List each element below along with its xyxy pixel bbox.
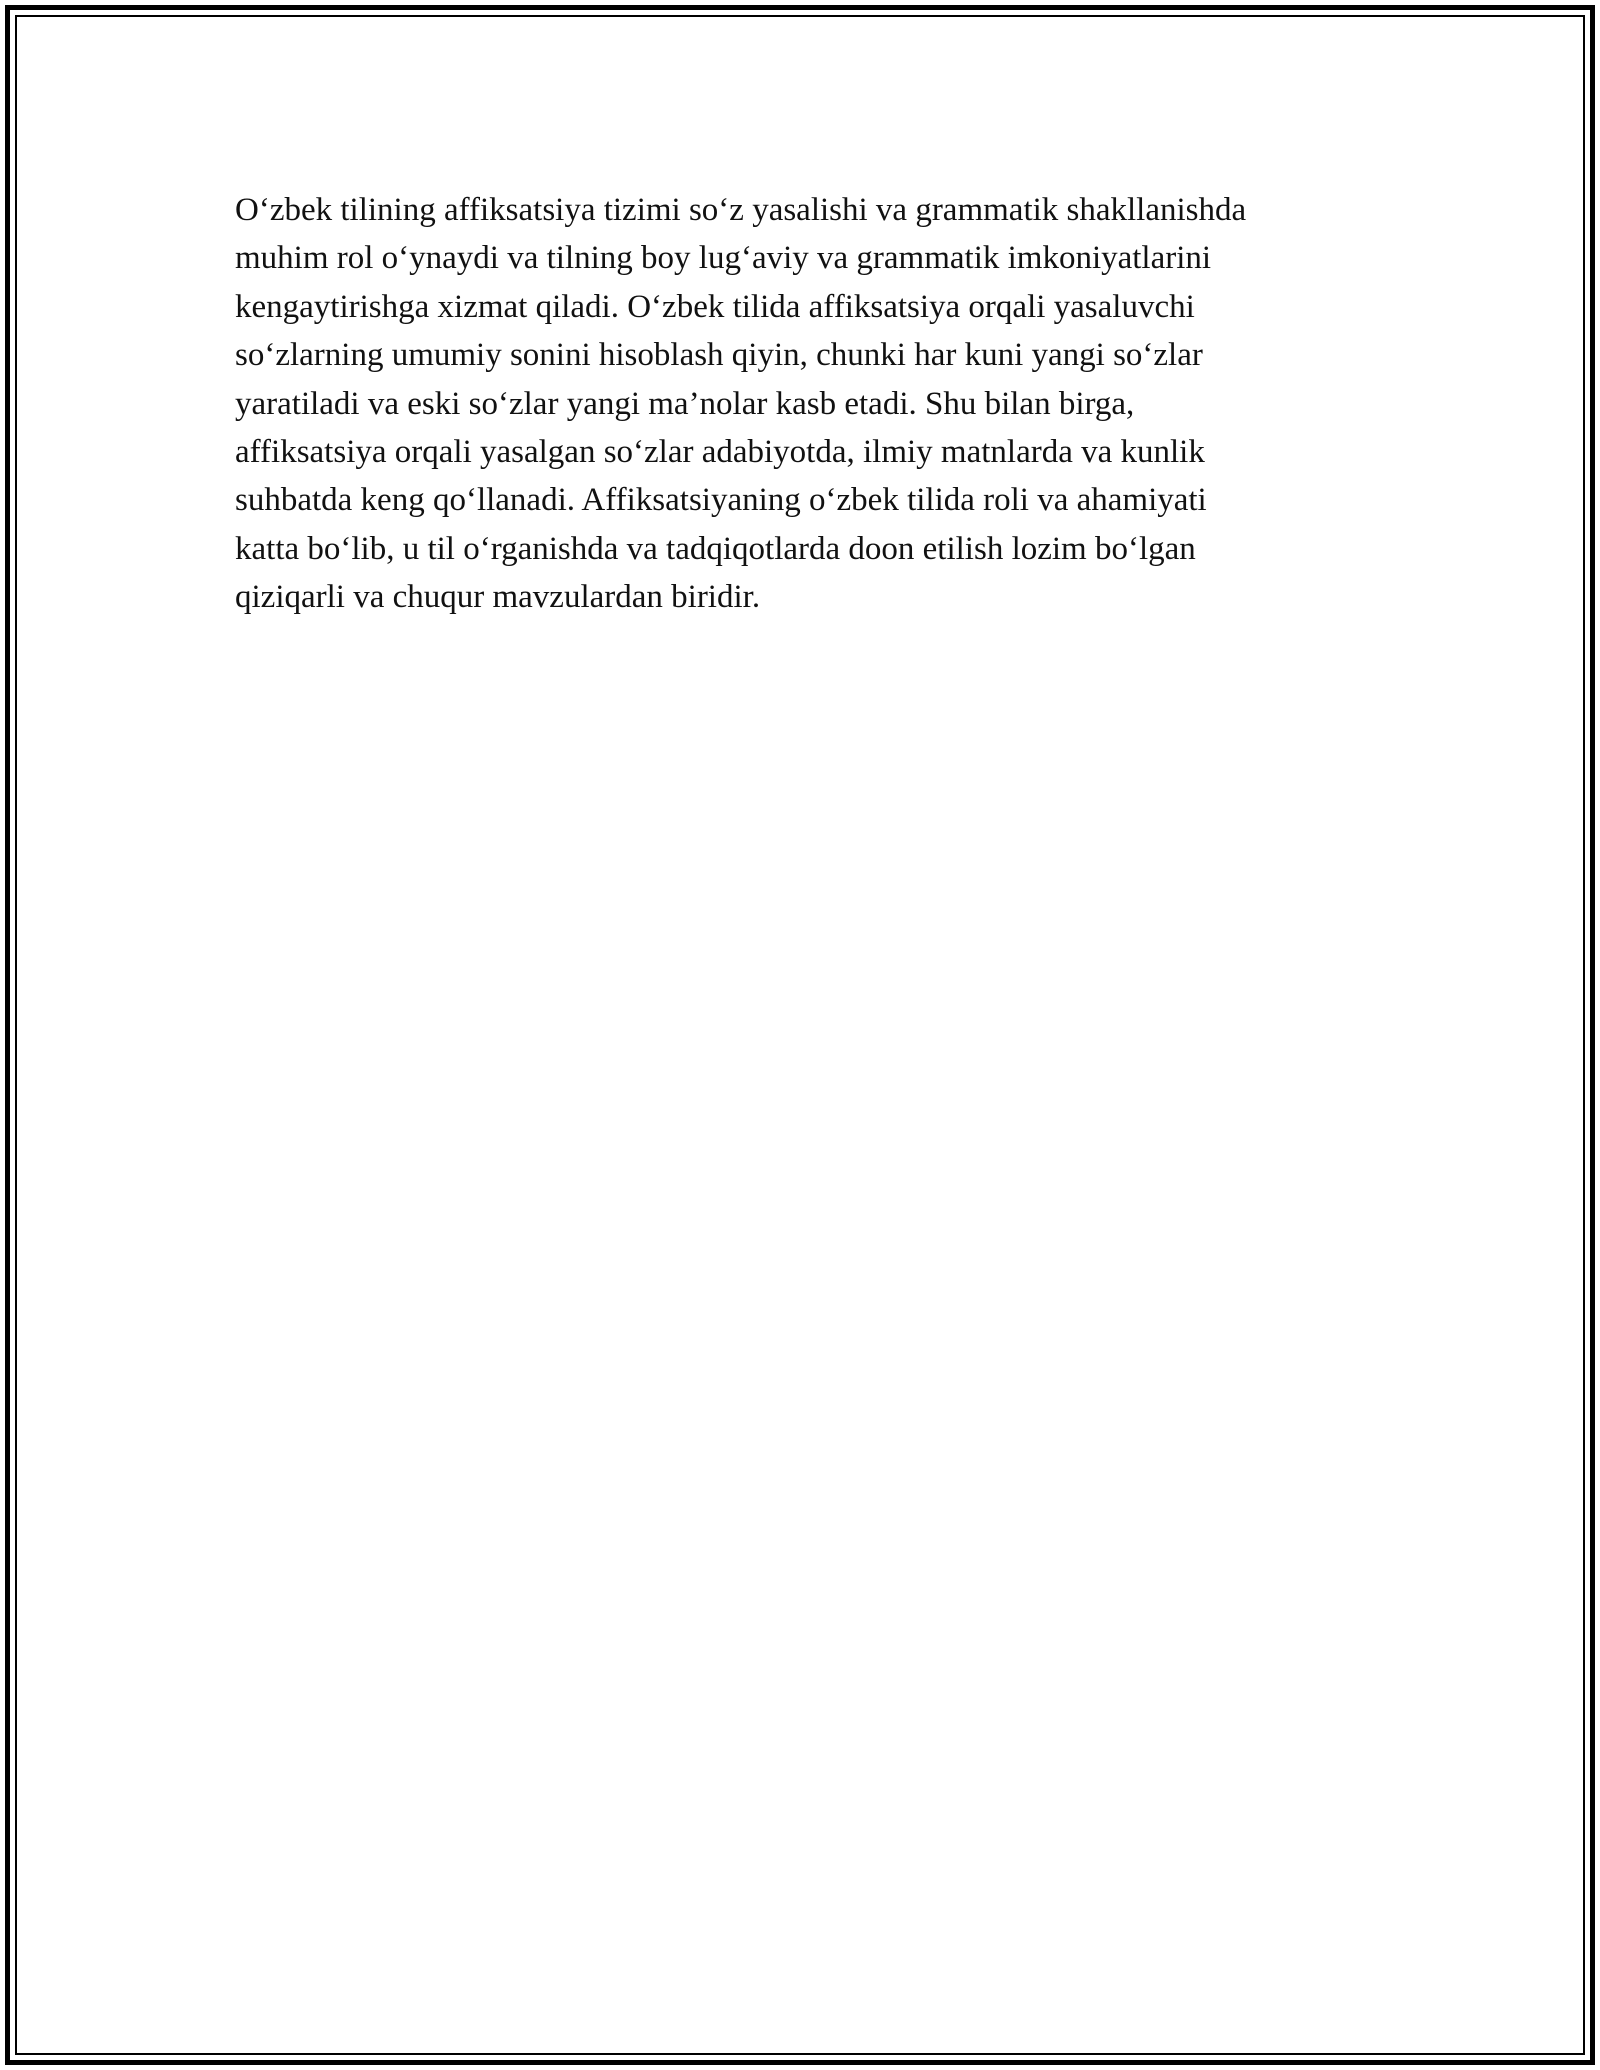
paragraph-line: suhbatda keng qo‘llanadi. Affiksatsiyaning o‘zbek tilida roli va ahamiyati bbox=[235, 482, 1207, 519]
paragraph-line: O‘zbek tilining affiksatsiya tizimi so‘z yasalishi va grammatik shakllanishda bbox=[235, 192, 1247, 228]
body-paragraph bbox=[235, 186, 1375, 622]
paragraph-line: yaratiladi va eski so‘zlar yangi ma’nolar kasb etadi. Shu bilan birga, bbox=[235, 385, 1135, 422]
paragraph-line: muhim rol o‘ynaydi va tilning boy lug‘aviy va grammatik imkoniyatlarini bbox=[235, 240, 1212, 277]
paragraph-line: kengaytirishga xizmat qiladi. O‘zbek tilida affiksatsiya orqali yasaluvchi bbox=[235, 288, 1195, 325]
paragraph-line: qiziqarli va chuqur mavzulardan biridir. bbox=[235, 579, 761, 616]
document-body bbox=[235, 186, 1375, 622]
paragraph-line: katta bo‘lib, u til o‘rganishda va tadqiqotlarda doon etilish lozim bo‘lgan bbox=[235, 530, 1196, 567]
paragraph-line: so‘zlarning umumiy sonini hisoblash qiyin, chunki har kuni yangi so‘zlar bbox=[235, 337, 1203, 374]
paragraph-line: affiksatsiya orqali yasalgan so‘zlar adabiyotda, ilmiy matnlarda va kunlik bbox=[235, 434, 1205, 471]
